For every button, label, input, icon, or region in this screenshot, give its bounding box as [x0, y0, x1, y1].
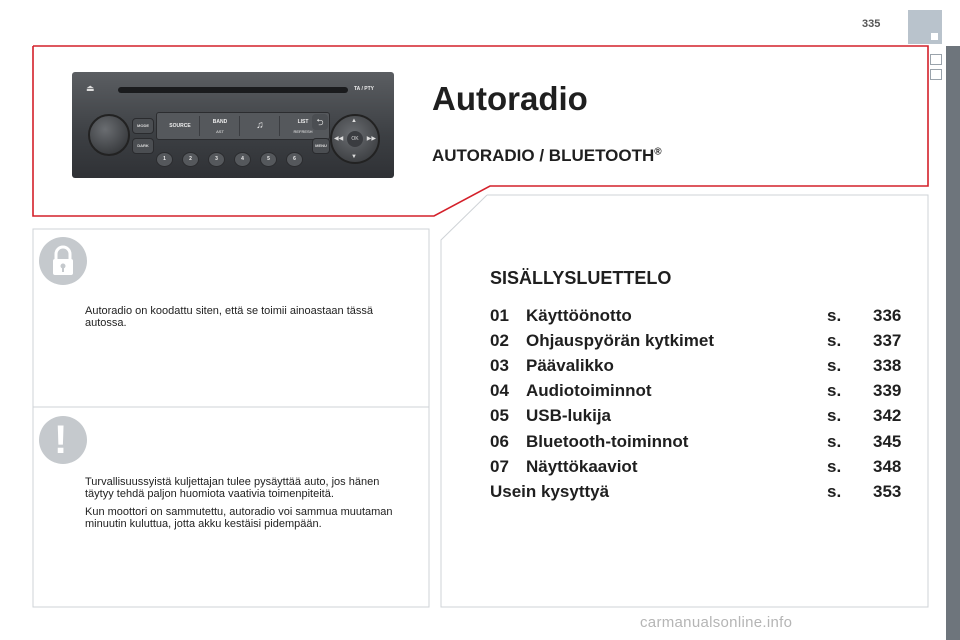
toc-number: 07 — [490, 457, 509, 476]
toc-page-prefix: s. — [827, 457, 842, 476]
preset-button-6: 6 — [286, 152, 303, 167]
function-strip — [156, 112, 330, 140]
warning-paragraph-2: Kun moottori on sammutettu, autoradio voi sammua muutaman minuutin kuluttua, jotta akku kestäisi pidempään. — [85, 506, 393, 530]
arrow-right-icon: ▶▶ — [366, 136, 376, 142]
cd-slot — [118, 87, 348, 93]
preset-button-1: 1 — [156, 152, 173, 167]
toc-number: 06 — [490, 432, 509, 451]
band-button — [201, 116, 240, 136]
toc-row[interactable] — [490, 331, 910, 355]
radio-panel-image — [72, 72, 394, 178]
registered-mark: ® — [654, 146, 662, 158]
corner-tab-dot — [931, 33, 938, 40]
warning-paragraph-1: Turvallisuussyistä kuljettajan tulee pysäyttää auto, jos hänen täytyy tehdä paljon huomiota vaativia toimenpiteitä. — [85, 476, 380, 500]
eject-icon: ⏏ — [86, 83, 95, 93]
toc-row[interactable] — [490, 306, 910, 330]
lock-info-box — [33, 229, 429, 407]
warning-mark: ! — [54, 418, 68, 462]
right-sidebar-bar — [946, 46, 960, 640]
toc-label: Ohjauspyörän kytkimet — [526, 331, 715, 350]
subtitle-text: AUTORADIO / BLUETOOTH — [432, 146, 655, 165]
arrow-down-icon: ▼ — [351, 154, 357, 160]
toc-page-prefix: s. — [827, 482, 842, 501]
back-arrow-icon: ⮌ — [312, 114, 328, 130]
page-number: 335 — [862, 18, 881, 30]
navigation-ring — [330, 114, 380, 164]
preset-button-3: 3 — [208, 152, 225, 167]
corner-tab — [908, 10, 942, 44]
band-sub-label: AST — [216, 129, 224, 134]
menu-button: MENU — [312, 138, 330, 154]
toc-page-number: 348 — [873, 457, 902, 476]
toc-number: 01 — [490, 306, 509, 325]
toc-page-number: 338 — [873, 356, 902, 375]
toc-page-prefix: s. — [827, 356, 842, 375]
toc-label: Usein kysyttyä — [490, 482, 610, 501]
toc-number: 05 — [490, 406, 509, 425]
toc-row[interactable] — [490, 356, 910, 380]
warning-info-text — [85, 476, 405, 536]
lock-icon — [39, 237, 87, 285]
toc-row[interactable] — [490, 457, 910, 481]
list-sub-label: REFRESH — [293, 129, 313, 134]
toc-page-number: 339 — [873, 381, 902, 400]
list-label: LIST — [297, 119, 309, 125]
toc-row[interactable] — [490, 406, 910, 430]
side-marker-2 — [930, 69, 942, 80]
toc-number: 02 — [490, 331, 509, 350]
preset-button-5: 5 — [260, 152, 277, 167]
volume-knob — [88, 114, 130, 156]
toc-page-number: 336 — [873, 306, 902, 325]
page-title: Autoradio — [432, 80, 588, 117]
toc-number: 04 — [490, 381, 509, 400]
toc-page-prefix: s. — [827, 306, 842, 325]
toc-label: Päävalikko — [526, 356, 614, 375]
toc-label: USB-lukija — [526, 406, 612, 425]
toc-page-prefix: s. — [827, 331, 842, 350]
toc-number: 03 — [490, 356, 509, 375]
mode-button: MODE — [132, 118, 154, 134]
page-subtitle — [432, 146, 662, 166]
preset-button-4: 4 — [234, 152, 251, 167]
toc-page-number: 345 — [873, 432, 902, 451]
ta-pty-label: TA / PTY — [354, 86, 374, 92]
toc-page-prefix: s. — [827, 381, 842, 400]
toc-page-number: 353 — [873, 482, 902, 501]
toc-label: Näyttökaaviot — [526, 457, 638, 476]
preset-button-2: 2 — [182, 152, 199, 167]
arrow-up-icon: ▲ — [351, 118, 357, 124]
toc-page-prefix: s. — [827, 432, 842, 451]
toc-row[interactable] — [490, 482, 910, 506]
side-marker-1 — [930, 54, 942, 65]
toc-page-number: 337 — [873, 331, 902, 350]
band-label: BAND — [212, 119, 228, 125]
music-note-icon: ♫ — [241, 116, 280, 136]
warning-icon — [39, 416, 87, 464]
toc-label: Bluetooth-toiminnot — [526, 432, 689, 451]
source-button: SOURCE — [161, 116, 200, 136]
lock-info-text: Autoradio on koodattu siten, että se toimii ainoastaan tässä autossa. — [85, 305, 374, 329]
toc-page-prefix: s. — [827, 406, 842, 425]
dark-button: DARK — [132, 138, 154, 154]
toc-page-number: 342 — [873, 406, 902, 425]
ok-button: OK — [347, 131, 363, 147]
toc-row[interactable] — [490, 432, 910, 456]
toc-label: Audiotoiminnot — [526, 381, 652, 400]
arrow-left-icon: ◀◀ — [334, 136, 344, 142]
toc-row[interactable] — [490, 381, 910, 405]
watermark-text: carmanualsonline.info — [640, 614, 793, 631]
toc-label: Käyttöönotto — [526, 306, 632, 325]
toc-heading: SISÄLLYSLUETTELO — [490, 268, 672, 288]
warning-info-box — [33, 408, 429, 607]
